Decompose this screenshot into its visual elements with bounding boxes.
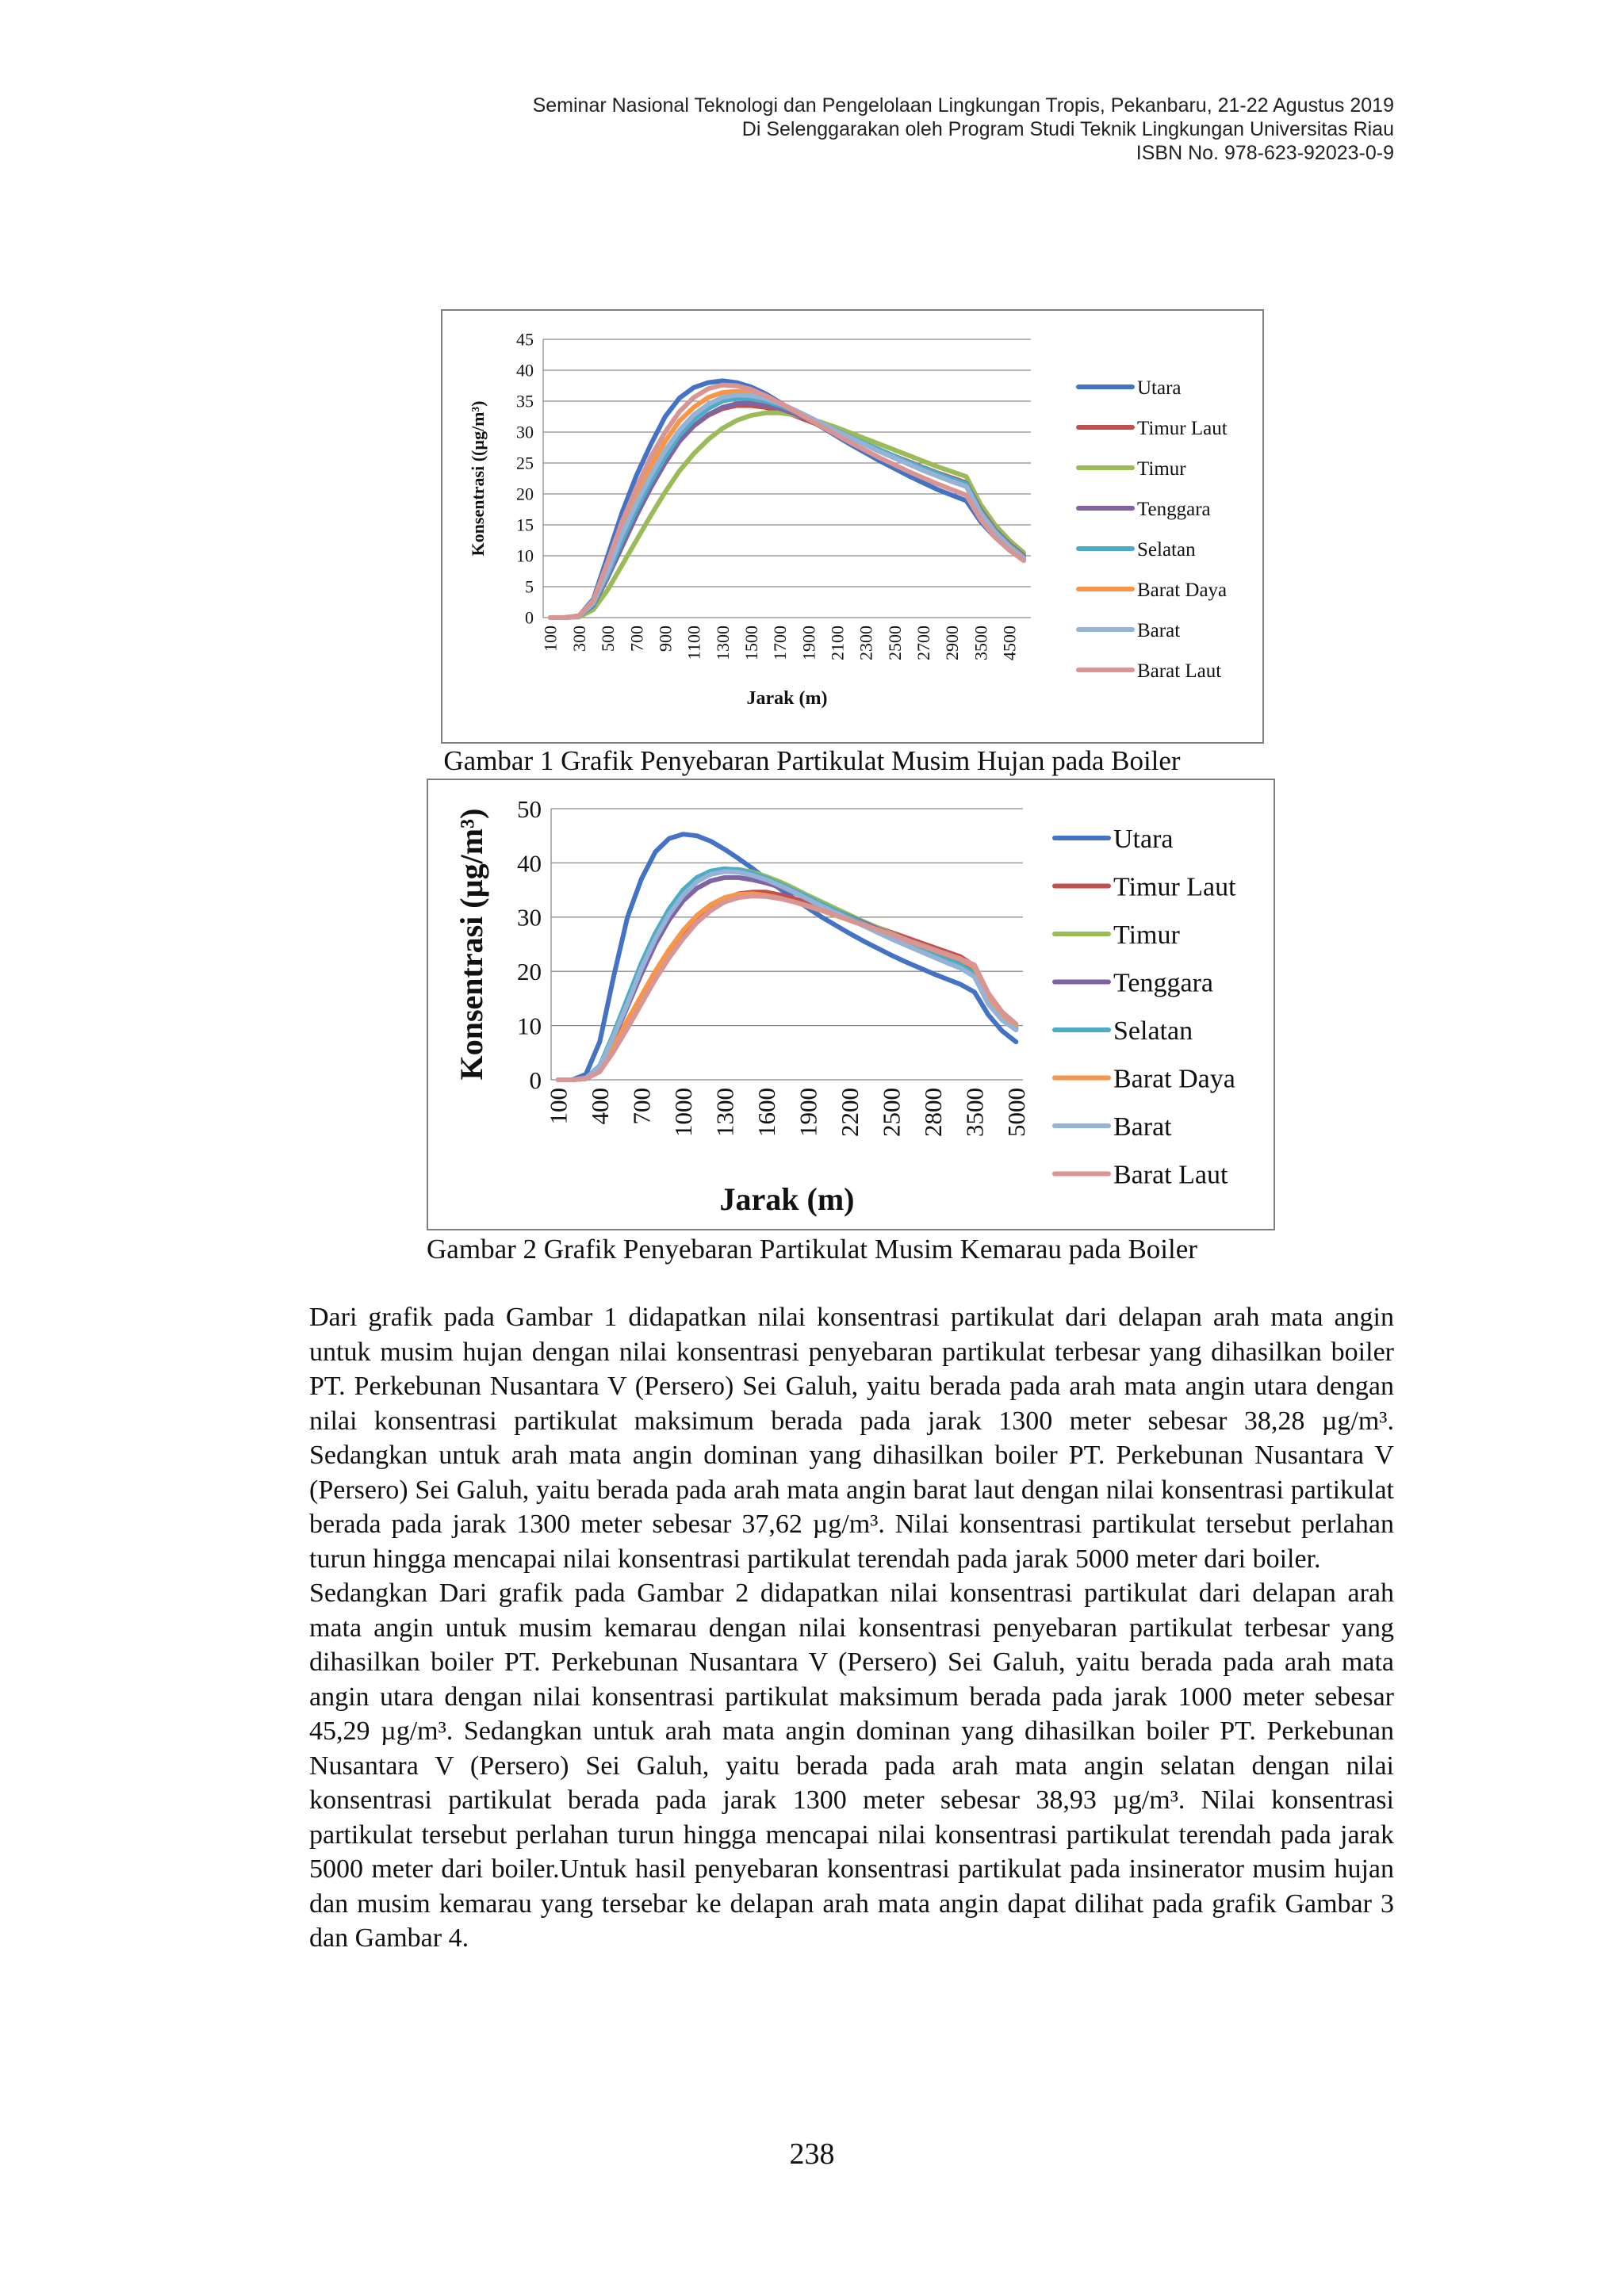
legend-label: Timur — [1137, 457, 1186, 480]
x-tick-label: 3500 — [960, 1088, 989, 1137]
y-tick-label: 30 — [517, 903, 542, 932]
y-tick-label: 40 — [516, 360, 534, 381]
x-tick-label: 2500 — [884, 626, 905, 660]
series-line-barat-laut — [550, 385, 1024, 618]
running-header — [533, 94, 1394, 165]
x-tick-label: 1900 — [794, 1088, 822, 1137]
y-tick-label: 25 — [516, 453, 534, 473]
x-tick-label: 100 — [544, 1088, 573, 1125]
x-tick-label: 1100 — [684, 626, 704, 660]
figure-2-chart — [427, 779, 1275, 1230]
x-tick-label: 1700 — [770, 626, 791, 660]
legend-label: Utara — [1137, 377, 1182, 399]
paragraph-2: Sedangkan Dari grafik pada Gambar 2 didapatkan nilai konsentrasi partikulat dari delapan arah mata angin untuk musim kemarau dengan nilai konsentrasi penyebaran partikulat terbesar yang dihasilkan boiler PT. Perkebunan Nusantara V (Persero) Sei Galuh, yaitu berada pada arah mata angin utara dengan nilai konsentrasi partikulat maksimum berada pada jarak 1000 meter sebesar 45,29 µg/m³. Sedangkan untuk arah mata angin dominan yang dihasilkan boiler PT. Perkebunan Nusantara V (Persero) Sei Galuh, yaitu berada pada arah mata angin selatan dengan nilai konsentrasi partikulat berada pada jarak 1300 meter sebesar 38,93 µg/m³. Nilai konsentrasi partikulat tersebut perlahan turun hingga mencapai nilai konsentrasi partikulat terendah pada jarak 5000 meter dari boiler.Untuk hasil penyebaran konsentrasi partikulat pada insinerator musim hujan dan musim kemarau yang tersebar ke delapan arah mata angin dapat dilihat pada grafik Gambar 3 dan Gambar 4. — [309, 1578, 1394, 1953]
legend-label: Utara — [1113, 824, 1174, 854]
legend-label: Timur Laut — [1137, 417, 1228, 439]
figure-2-caption: Gambar 2 Grafik Penyebaran Partikulat Musim Kemarau pada Boiler — [427, 1234, 1197, 1265]
paragraph-1: Dari grafik pada Gambar 1 didapatkan nilai konsentrasi partikulat dari delapan arah mata angin untuk musim hujan dengan nilai konsentrasi penyebaran partikulat terbesar yang dihasilkan boiler PT. Perkebunan Nusantara V (Persero) Sei Galuh, yaitu berada pada arah mata angin utara dengan nilai konsentrasi partikulat maksimum berada pada jarak 1300 meter sebesar 38,28 µg/m³. Sedangkan untuk arah mata angin dominan yang dihasilkan boiler PT. Perkebunan Nusantara V (Persero) Sei Galuh, yaitu berada pada arah mata angin barat laut dengan nilai konsentrasi partikulat berada pada jarak 1300 meter sebesar 37,62 µg/m³. Nilai konsentrasi partikulat tersebut perlahan turun hingga mencapai nilai konsentrasi partikulat terendah pada jarak 5000 meter dari boiler. — [309, 1303, 1394, 1574]
chart-1-svg — [442, 311, 1262, 742]
x-axis-title: Jarak (m) — [746, 688, 828, 709]
figure-1-caption: Gambar 1 Grafik Penyebaran Partikulat Musim Hujan pada Boiler — [443, 745, 1181, 776]
legend-label: Barat Laut — [1137, 660, 1222, 682]
y-tick-label: 0 — [529, 1066, 542, 1094]
x-tick-label: 1500 — [741, 626, 761, 660]
x-tick-label: 500 — [598, 626, 619, 652]
x-tick-label: 900 — [655, 626, 676, 652]
x-tick-label: 1000 — [669, 1088, 698, 1137]
y-tick-label: 10 — [516, 545, 534, 566]
y-axis-title: Konsentrasi ((µg/m³) — [468, 400, 488, 557]
x-tick-label: 2300 — [856, 626, 876, 660]
legend-label: Barat Daya — [1137, 579, 1228, 601]
legend-label: Timur Laut — [1113, 872, 1236, 902]
body-text — [309, 1300, 1394, 1956]
legend-label: Tenggara — [1137, 498, 1211, 520]
legend-label: Tenggara — [1113, 968, 1213, 998]
y-axis-title: Konsentrasi (µg/m³) — [454, 808, 489, 1081]
y-tick-label: 10 — [517, 1012, 542, 1040]
legend-label: Barat — [1113, 1112, 1172, 1142]
y-tick-label: 35 — [516, 391, 534, 411]
legend-label: Barat Daya — [1113, 1064, 1235, 1094]
x-tick-label: 1900 — [799, 626, 819, 660]
x-tick-label: 1600 — [753, 1088, 781, 1137]
header-line-3: ISBN No. 978-623-92023-0-9 — [1136, 142, 1394, 164]
header-line-2: Di Selenggarakan oleh Program Studi Teknik Lingkungan Universitas Riau — [741, 118, 1394, 140]
y-tick-label: 30 — [516, 422, 534, 442]
x-tick-label: 100 — [540, 626, 561, 652]
figure-1-chart — [441, 309, 1264, 744]
series-line-barat — [550, 395, 1024, 618]
x-tick-label: 1300 — [710, 1088, 739, 1137]
x-tick-label: 1300 — [712, 626, 733, 660]
legend-label: Selatan — [1137, 538, 1196, 561]
y-tick-label: 20 — [516, 484, 534, 504]
legend-label: Barat Laut — [1113, 1160, 1228, 1190]
x-tick-label: 2800 — [919, 1088, 948, 1137]
x-axis-title: Jarak (m) — [719, 1181, 855, 1217]
chart-2-svg — [428, 780, 1274, 1229]
x-tick-label: 2200 — [836, 1088, 864, 1137]
x-tick-label: 4500 — [999, 626, 1020, 660]
series-line-barat-daya — [550, 392, 1024, 618]
y-tick-label: 20 — [517, 958, 542, 986]
x-tick-label: 700 — [627, 1088, 656, 1125]
legend-label: Barat — [1137, 619, 1181, 641]
y-tick-label: 45 — [516, 329, 534, 350]
legend-label: Selatan — [1113, 1016, 1193, 1046]
legend-label: Timur — [1113, 920, 1180, 950]
y-tick-label: 15 — [516, 515, 534, 535]
x-tick-label: 2900 — [942, 626, 963, 660]
y-tick-label: 0 — [525, 607, 534, 628]
series-line-utara — [550, 381, 1024, 618]
y-tick-label: 40 — [517, 849, 542, 878]
x-tick-label: 400 — [586, 1088, 615, 1125]
x-tick-label: 2100 — [827, 626, 848, 660]
header-line-1: Seminar Nasional Teknologi dan Pengelolaan Lingkungan Tropis, Pekanbaru, 21-22 Agustus 2019 — [532, 94, 1394, 117]
series-line-barat — [558, 871, 1017, 1080]
x-tick-label: 700 — [626, 626, 647, 652]
y-tick-label: 50 — [517, 794, 542, 823]
x-tick-label: 5000 — [1002, 1088, 1031, 1137]
x-tick-label: 2700 — [914, 626, 934, 660]
x-tick-label: 3500 — [971, 626, 991, 660]
x-tick-label: 2500 — [877, 1088, 906, 1137]
y-tick-label: 5 — [525, 576, 534, 597]
x-tick-label: 300 — [569, 626, 589, 652]
page-number: 238 — [789, 2137, 835, 2171]
